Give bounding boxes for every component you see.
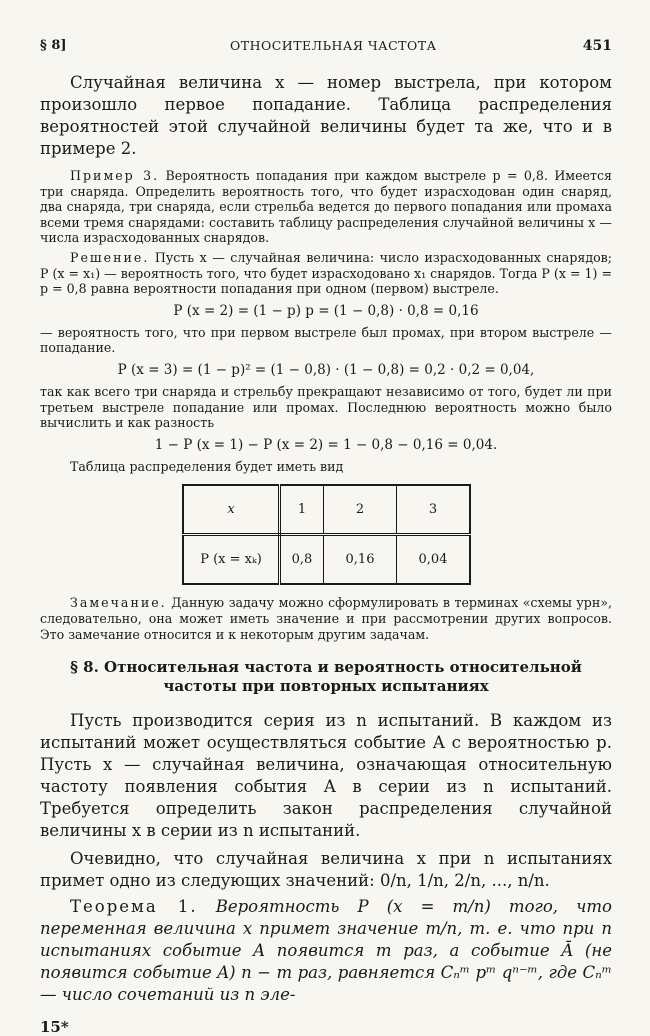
book-page <box>40 38 612 1036</box>
solution <box>40 250 612 297</box>
page-number: 451 <box>582 38 612 54</box>
theorem-label: Теорема 1. <box>70 897 198 917</box>
table-cell: 3 <box>397 485 471 535</box>
remark <box>40 595 612 642</box>
remark-text: Данную задачу можно сформулировать в терминах «схемы урн», следовательно, она может иметь значение и при рассмотрении других вопросов. Это замечание относится и к некоторым другим задачам. <box>40 595 612 642</box>
header-title: ОТНОСИТЕЛЬНАЯ ЧАСТОТА <box>230 38 437 53</box>
section-heading-line1: § 8. Относительная частота и вероятность относительной <box>70 658 582 677</box>
section-para-1: Пусть производится серия из n испытаний. В каждом из испытаний может осуществляться событие A с вероятностью p. Пусть x — случайная величина, означающая относительную частоту появления события A в серии из n испытаний. Требуется определить закон распределения случайной величины x в серии из n испытаний. <box>40 711 612 841</box>
solution-text-3: так как всего три снаряда и стрельбу прекращают независимо от того, будет ли при третьем выстреле попадание или промах. Последнюю вероятность можно было вычислить и как разность <box>40 383 612 431</box>
remark-label: Замечание. <box>70 595 167 611</box>
solution-text: Пусть x — случайная величина: число израсходованных снарядов; P (x = x₁) — вероятность того, что будет израсходовано x₁ снарядов. Тогда P (x = 1) = p = 0,8 равна вероятности попадания при одном (первом) выстреле. <box>40 249 612 297</box>
table-intro: Таблица распределения будет иметь вид <box>70 458 344 474</box>
table-cell: 0,04 <box>397 535 471 585</box>
header-section: § 8] <box>40 38 67 53</box>
signature-mark: 15* <box>40 1018 69 1036</box>
example-text: Вероятность попадания при каждом выстреле p = 0,8. Имеется три снаряда. Определить вероятность того, что будет израсходован один снаряд, два снаряда, три снаряда, если стрельба ведется до первого попадания или промаха всеми тремя снарядами: составить таблицу распределения случайной величины x — числа израсходованных снарядов. <box>40 168 612 246</box>
section-heading-line2: частоты при повторных испытаниях <box>163 677 489 696</box>
formula-difference: 1 − P (x = 1) − P (x = 2) = 1 − 0,8 − 0,16 = 0,04. <box>154 436 498 453</box>
table-cell: 0,8 <box>280 535 324 585</box>
running-header <box>40 38 612 60</box>
example-label: Пример 3. <box>70 168 160 183</box>
formula-p2: P (x = 2) = (1 − p) p = (1 − 0,8) · 0,8 = 0,16 <box>173 302 479 319</box>
table-cell: 0,16 <box>324 535 397 585</box>
section-para-2: Очевидно, что случайная величина x при n испытаниях примет одно из следующих значений: 0/n, 1/n, 2/n, ..., n/n. <box>40 849 612 891</box>
table-cell: P (x = xₖ) <box>183 535 280 585</box>
formula-p3: P (x = 3) = (1 − p)² = (1 − 0,8) · (1 − 0,8) = 0,2 · 0,2 = 0,04, <box>117 361 535 378</box>
table-cell: x <box>183 485 280 535</box>
example-3 <box>40 168 612 246</box>
table-header-row <box>183 485 470 535</box>
table-cell: 2 <box>324 485 397 535</box>
solution-text-2: — вероятность того, что при первом выстреле был промах, при втором выстреле — попадание. <box>40 324 612 356</box>
theorem-text: Вероятность P (x = m/n) того, что переменная величина x примет значение m/n, т. е. что при n испытаниях событие A появится m раз, а событие Ā (не появится событие A) n − m раз, равняется Cₙᵐ pᵐ qⁿ⁻ᵐ, где Cₙᵐ — число сочетаний из n эле- <box>40 897 612 1005</box>
solution-label: Решение. <box>70 249 150 265</box>
intro-paragraph: Случайная величина x — номер выстрела, при котором произошло первое попадание. Таблица распределения вероятностей этой случайной величины будет та же, что и в примере 2. <box>40 73 612 158</box>
distribution-table <box>182 484 471 585</box>
theorem-1 <box>40 896 612 1006</box>
table-cell: 1 <box>280 485 324 535</box>
section-heading <box>40 658 612 696</box>
table-row <box>183 535 470 585</box>
